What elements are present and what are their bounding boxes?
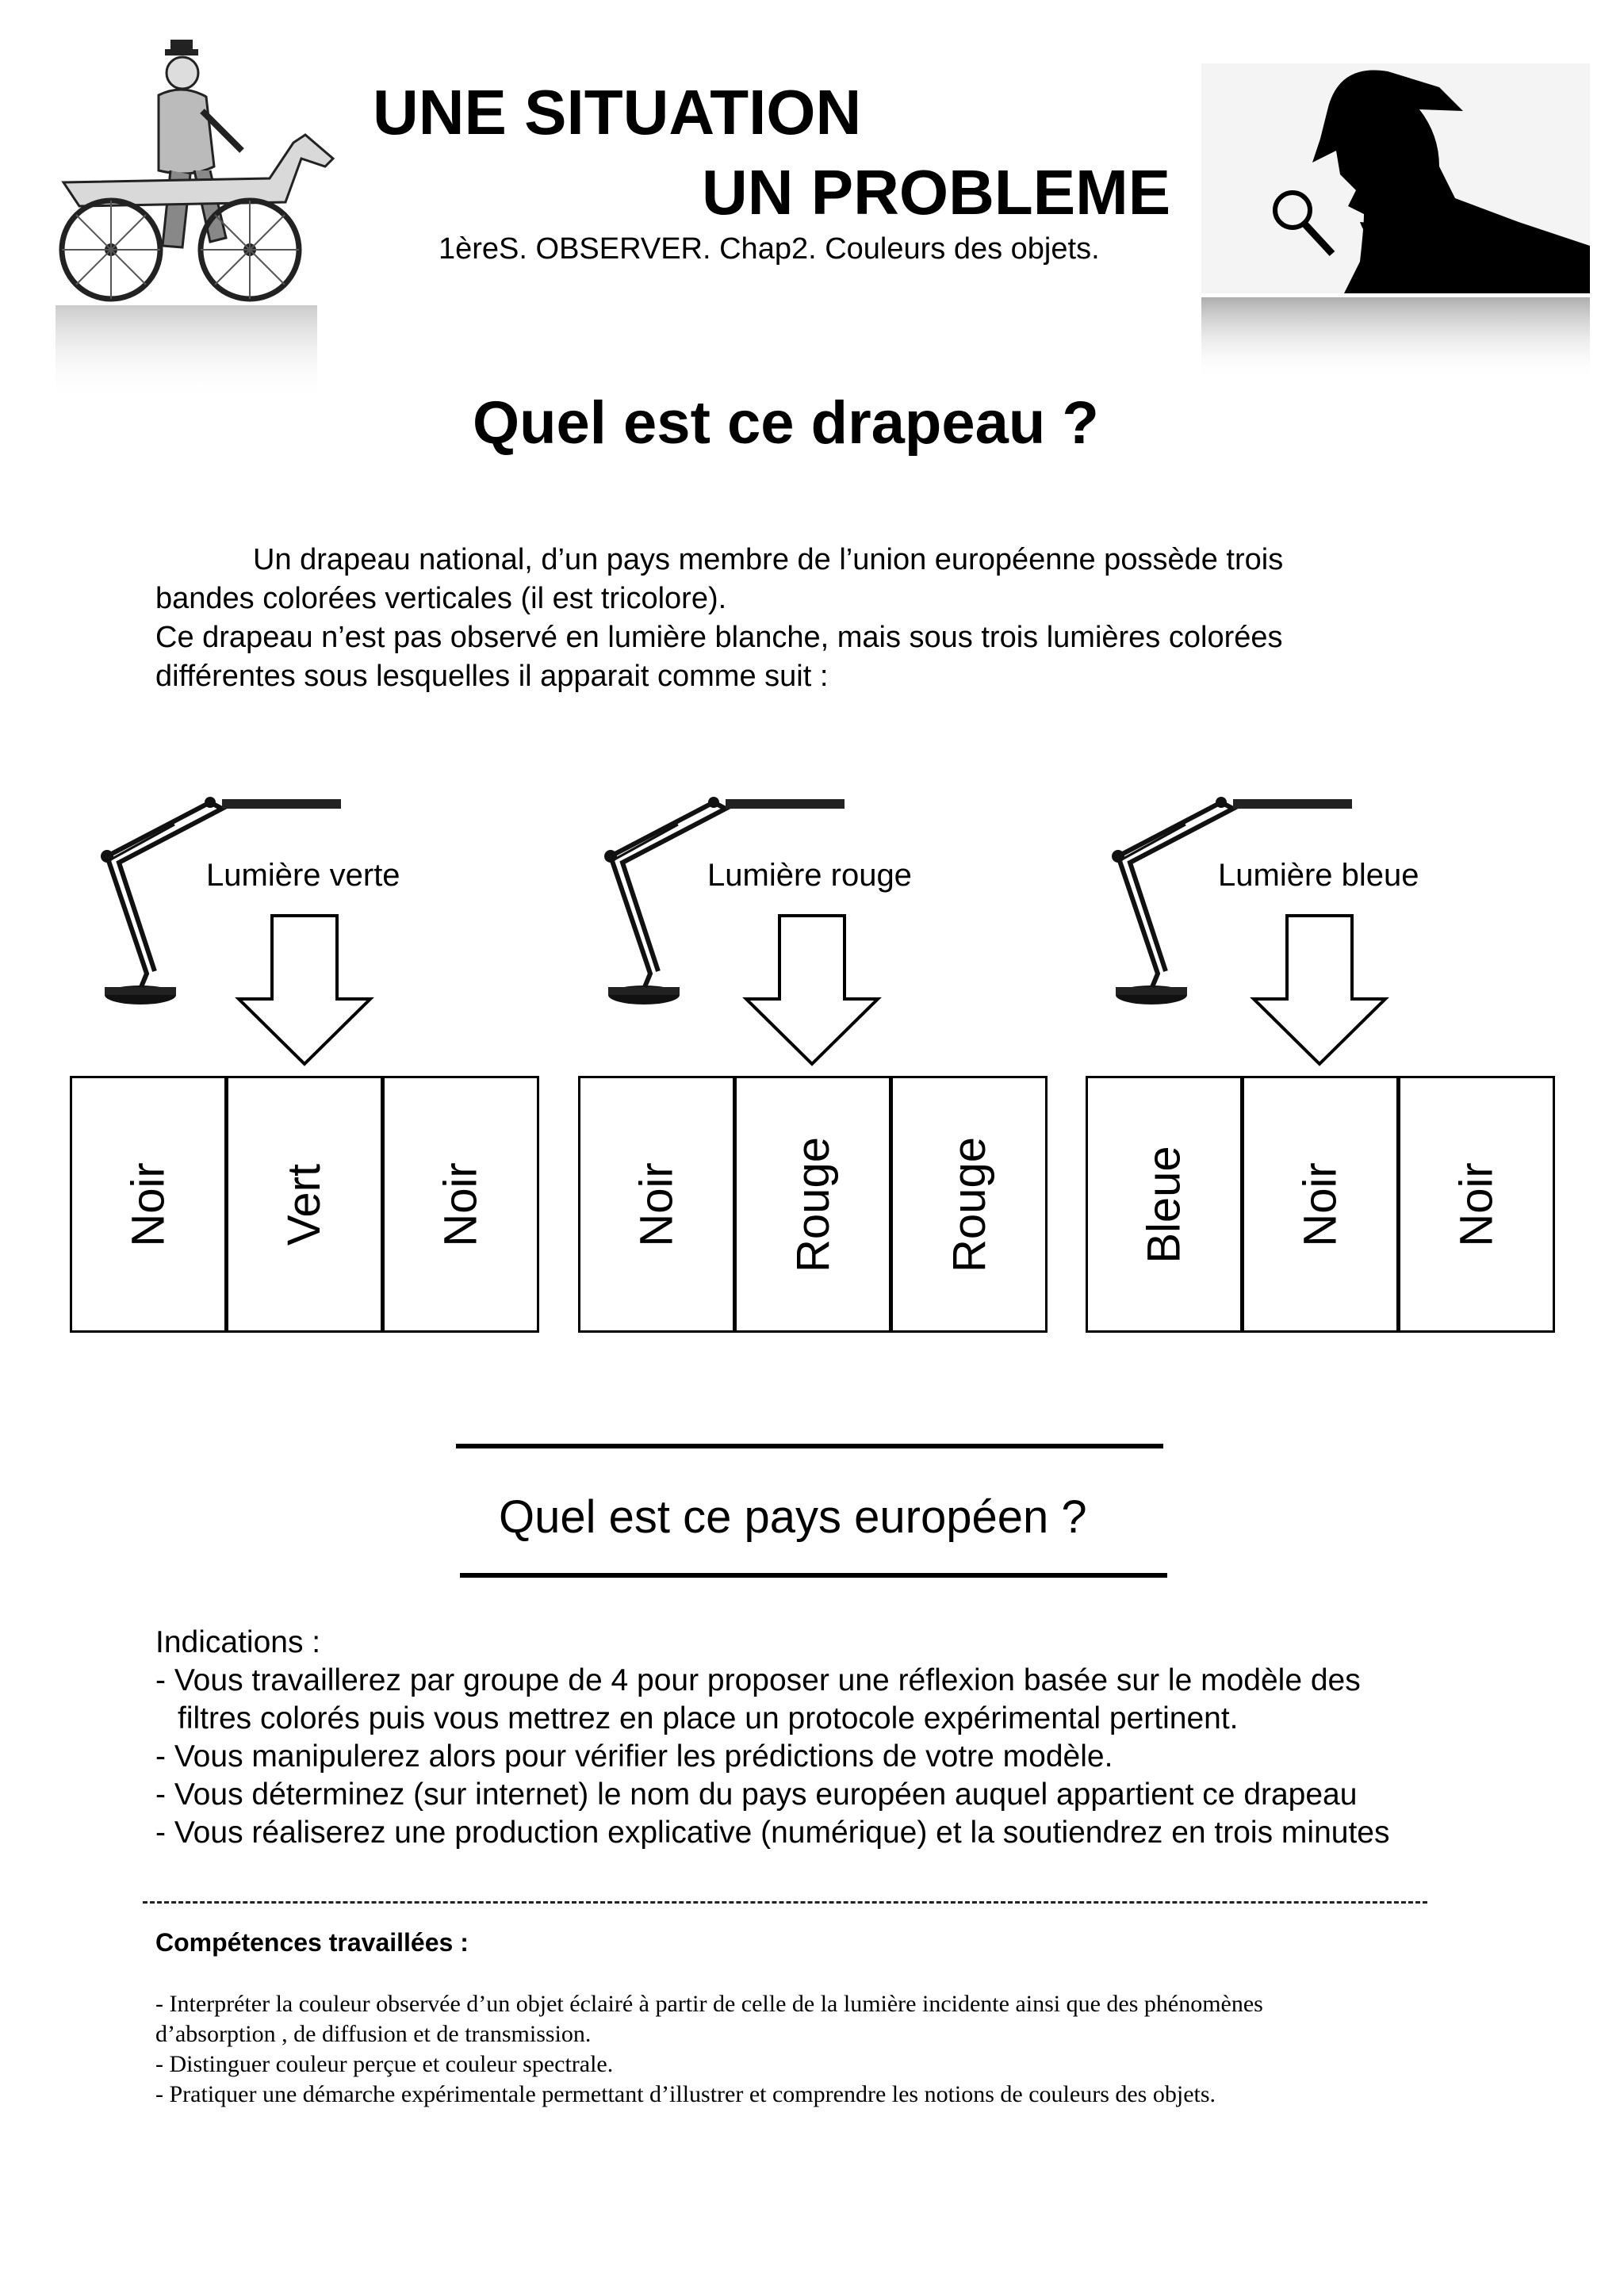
intro-line-1: Un drapeau national, d’un pays membre de l’union européenne possède trois	[253, 543, 1284, 576]
flag-green-light	[70, 1076, 539, 1333]
flag-red-light	[578, 1076, 1048, 1333]
flag-blue-light	[1086, 1076, 1555, 1333]
indication-item: - Vous déterminez (sur internet) le nom du pays européen auquel appartient ce drapeau	[155, 1777, 1358, 1812]
intro-text	[155, 541, 1519, 696]
flag-band: Rouge	[889, 1078, 1045, 1330]
flag-band: Noir	[381, 1078, 537, 1330]
flag-band: Rouge	[733, 1078, 889, 1330]
down-arrow-icon	[741, 912, 884, 1070]
flag-band: Noir	[630, 1161, 683, 1247]
chapter-subtitle: 1èreS. OBSERVER. Chap2. Couleurs des objets.	[439, 232, 1100, 266]
intro-line-4: différentes sous lesquelles il apparait comme suit :	[155, 660, 829, 693]
light-label-red: Lumière rouge	[707, 858, 912, 893]
competences-title: Compétences travaillées :	[155, 1928, 469, 1957]
competence-item: - Distinguer couleur perçue et couleur spectrale.	[155, 2051, 614, 2077]
main-question: Quel est ce drapeau ?	[473, 389, 1099, 457]
intro-line-2: bandes colorées verticales (il est tricolore).	[155, 582, 727, 615]
competences-list	[155, 1989, 1583, 2110]
title-line-1: UNE SITUATION	[373, 77, 862, 147]
title-line-2: UN PROBLEME	[702, 157, 1171, 228]
intro-line-3: Ce drapeau n’est pas observé en lumière blanche, mais sous trois lumières colorées	[155, 621, 1283, 654]
divider-bottom	[460, 1573, 1167, 1578]
dashed-separator	[143, 1901, 1427, 1904]
flag-band: Bleue	[1138, 1145, 1190, 1264]
indication-item-continued: filtres colorés puis vous mettrez en place un protocole expérimental pertinent.	[178, 1701, 1239, 1735]
draisine-rider-illustration	[32, 40, 349, 404]
indication-item: - Vous manipulerez alors pour vérifier les prédictions de votre modèle.	[155, 1739, 1113, 1774]
light-label-blue: Lumière bleue	[1218, 858, 1419, 893]
flag-band: Noir	[1396, 1078, 1553, 1330]
indications-title: Indications :	[155, 1625, 321, 1659]
detective-silhouette-illustration	[1201, 63, 1590, 381]
divider-top	[456, 1444, 1163, 1448]
indications	[155, 1624, 1583, 1852]
indication-item: - Vous travaillerez par groupe de 4 pour proposer une réflexion basée sur le modèle des	[155, 1663, 1361, 1697]
flag-band: Noir	[122, 1161, 174, 1247]
flag-band: Noir	[1240, 1078, 1396, 1330]
country-question: Quel est ce pays européen ?	[499, 1491, 1087, 1543]
flag-band: Vert	[224, 1078, 381, 1330]
competence-item: - Interpréter la couleur observée d’un objet éclairé à partir de celle de la lumière incidente ainsi que des phénomènes	[155, 1991, 1263, 2017]
competence-item: - Pratiquer une démarche expérimentale permettant d’illustrer et comprendre les notions de couleurs des objets.	[155, 2081, 1216, 2107]
competence-item-continued: d’absorption , de diffusion et de transmission.	[155, 2021, 592, 2047]
indication-item: - Vous réaliserez une production explicative (numérique) et la soutiendrez en trois minutes	[155, 1816, 1390, 1850]
light-label-green: Lumière verte	[206, 858, 400, 893]
down-arrow-icon	[234, 912, 377, 1070]
down-arrow-icon	[1249, 912, 1392, 1070]
